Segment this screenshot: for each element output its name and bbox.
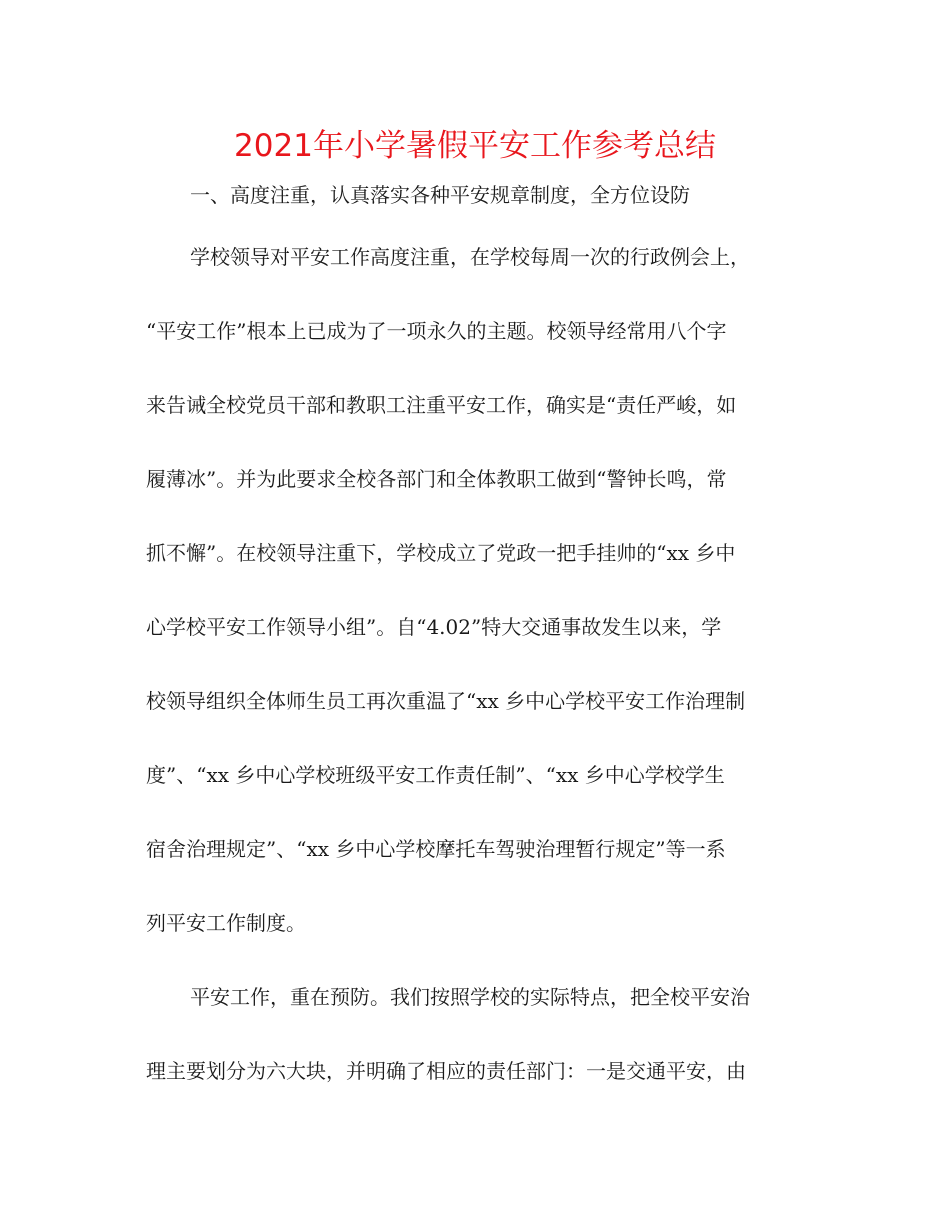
paragraph-1-line-9: 宿舍治理规定”、“xx 乡中心学校摩托车驾驶治理暂行规定”等一系 xyxy=(146,837,726,861)
paragraph-1-line-4: 履薄冰”。并为此要求全校各部门和全体教职工做到“警钟长鸣，常 xyxy=(146,467,727,491)
section-heading: 一、高度注重，认真落实各种平安规章制度，全方位设防 xyxy=(190,183,690,207)
document-title: 2021年小学暑假平安工作参考总结 xyxy=(234,128,716,164)
paragraph-1-line-3: 来告诫全校党员干部和教职工注重平安工作，确实是“责任严峻，如 xyxy=(146,393,737,417)
paragraph-1-line-5: 抓不懈”。在校领导注重下，学校成立了党政一把手挂帅的“xx 乡中 xyxy=(146,541,736,565)
paragraph-1-line-6: 心学校平安工作领导小组”。自“4.02”特大交通事故发生以来，学 xyxy=(146,615,722,639)
paragraph-1-line-8: 度”、“xx 乡中心学校班级平安工作责任制”、“xx 乡中心学校学生 xyxy=(146,763,725,787)
paragraph-1-line-7: 校领导组织全体师生员工再次重温了“xx 乡中心学校平安工作治理制 xyxy=(146,689,746,713)
paragraph-2-line-2: 理主要划分为六大块，并明确了相应的责任部门：一是交通平安，由 xyxy=(146,1059,746,1083)
paragraph-2-line-1: 平安工作，重在预防。我们按照学校的实际特点，把全校平安治 xyxy=(190,985,750,1009)
paragraph-1-line-10: 列平安工作制度。 xyxy=(146,911,306,935)
paragraph-1-line-2: “平安工作”根本上已成为了一项永久的主题。校领导经常用八个字 xyxy=(146,319,727,343)
paragraph-1-line-1: 学校领导对平安工作高度注重，在学校每周一次的行政例会上， xyxy=(190,245,750,269)
